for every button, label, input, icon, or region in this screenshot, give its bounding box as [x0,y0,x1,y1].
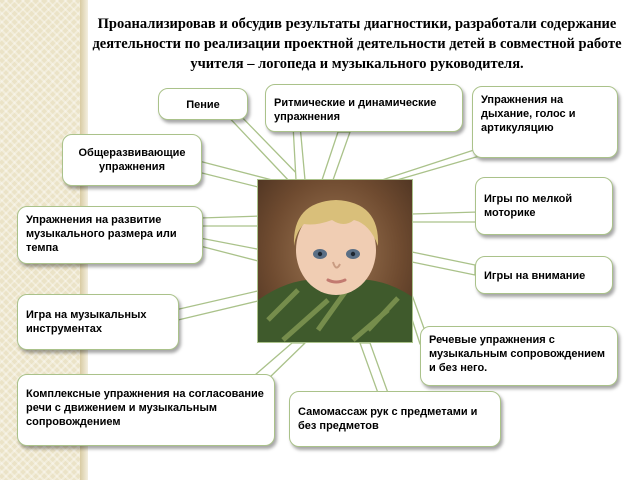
connector-rhythmic-2 [322,132,350,180]
box-musical-size [17,206,203,264]
box-speech-label: Речевые упражнения с музыкальным сопровождением и без него. [429,334,605,374]
connector-instruments [175,290,262,320]
box-fine-motor-label: Игры по мелкой моторике [484,193,573,219]
box-attention [475,256,613,294]
box-attention-label: Игры на внимание [484,270,586,282]
box-general [62,134,202,186]
box-rhythmic-label: Ритмические и динамические упражнения [274,97,437,123]
connector-fine-motor [412,212,478,222]
box-complex [17,374,275,446]
box-instruments-label: Игра на музыкальных инструментах [26,309,147,335]
box-massage-label: Самомассаж рук с предметами и без предметов [298,406,478,432]
slide-title: Проанализировав и обсудив результаты диагностики, разработали содержание деятельности по реализации проектной деятельности детей в совместной работе учителя – логопеда и музыкального руководителя. [92,16,622,72]
box-singing [158,88,248,120]
box-musical-size-label: Упражнения на развитие музыкального размера или темпа [26,214,177,254]
box-complex-label: Комплексные упражнения на согласование речи с движением и музыкальным сопровождением [26,388,264,428]
box-speech [420,326,618,386]
child-photo [257,179,413,343]
connector-breathing [376,150,483,182]
box-singing-label: Пение [186,99,220,111]
connector-attention [412,252,475,275]
connector-musical-1 [200,216,262,226]
connector-musical-2 [200,238,262,262]
box-breathing [472,86,618,158]
box-general-label: Общеразвивающие упражнения [78,147,186,173]
box-instruments [17,294,179,350]
box-massage [289,391,501,447]
box-breathing-label: Упражнения на дыхание, голос и артикуляцию [481,94,576,134]
box-fine-motor [475,177,613,235]
connector-massage [360,343,388,393]
box-rhythmic [265,84,463,132]
